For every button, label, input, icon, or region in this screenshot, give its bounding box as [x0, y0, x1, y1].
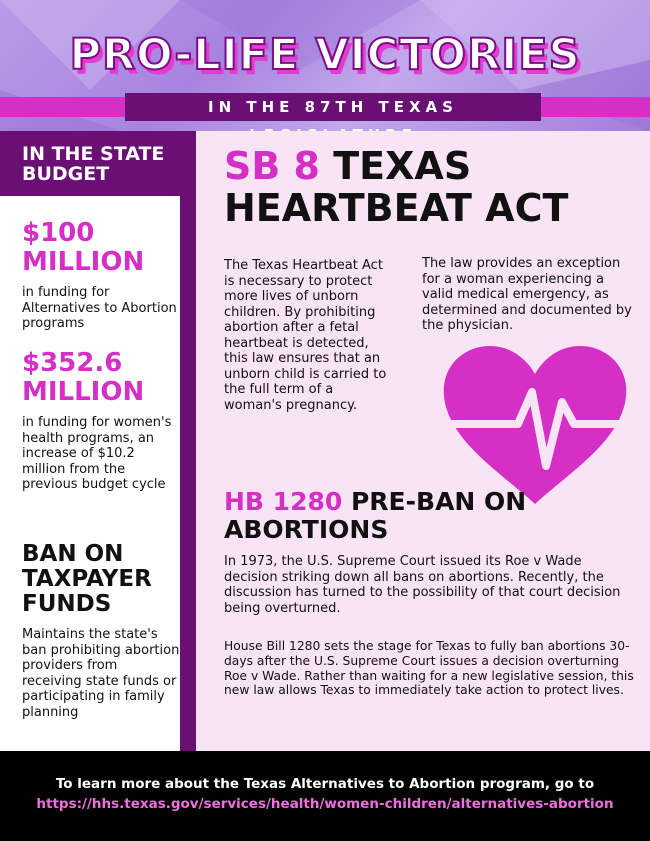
- sb8-paragraph-2: The law provides an exception for a woman experiencing a valid medical emergency, as determined and documented by the physician.: [422, 256, 632, 333]
- budget-description-2: in funding for women's health programs, an increase of $10.2 million from the previous budget cycle: [22, 415, 172, 492]
- hb1280-bill-number: HB 1280: [224, 487, 343, 516]
- sb8-bill-number: SB 8: [224, 144, 321, 188]
- state-budget-heading: IN THE STATE BUDGET: [22, 143, 165, 185]
- sb8-heading: [224, 145, 634, 229]
- budget-description-1: in funding for Alternatives to Abortion programs: [22, 285, 177, 331]
- budget-amount-2: $352.6 MILLION: [22, 348, 145, 407]
- page-subtitle: IN THE 87TH TEXAS: [125, 93, 541, 121]
- sb8-title: TEXAS HEARTBEAT ACT: [224, 144, 569, 230]
- hb1280-paragraph-2: House Bill 1280 sets the stage for Texas to fully ban abortions 30-days after the U.S. Supreme Court issues a decision overturning Roe v Wade. Rather than waiting for a new legislative session, this new law allows Texas to immediately take action to protect lives.: [224, 639, 634, 698]
- hb1280-paragraph-1: In 1973, the U.S. Supreme Court issued its Roe v Wade decision striking down all bans on abortions. Recently, the discussion has turned to the possibility of that court decision being overturned.: [224, 554, 621, 616]
- taxpayer-ban-heading: BAN ON TAXPAYER FUNDS: [22, 541, 152, 617]
- page-title: PRO-LIFE VICTORIES: [69, 30, 581, 80]
- footer-text: To learn more about the Texas Alternatives to Abortion program, go to: [55, 776, 595, 792]
- budget-amount-1: $100 MILLION: [22, 218, 145, 277]
- hb1280-heading: [224, 488, 624, 544]
- heartbeat-heart-icon: [440, 344, 630, 508]
- footer-link[interactable]: https://hhs.texas.gov/services/health/women-children/alternatives-abortion: [36, 796, 614, 812]
- hb1280-title: PRE-BAN ON ABORTIONS: [224, 487, 527, 544]
- taxpayer-ban-description: Maintains the state's ban prohibiting abortion providers from receiving state funds or participating in family planning: [22, 627, 180, 720]
- sb8-paragraph-1: The Texas Heartbeat Act is necessary to protect more lives of unborn children. By prohibiting abortion after a fetal heartbeat is detected, this law ensures that an unborn child is carried to the full term of a woman's pregnancy.: [224, 258, 387, 413]
